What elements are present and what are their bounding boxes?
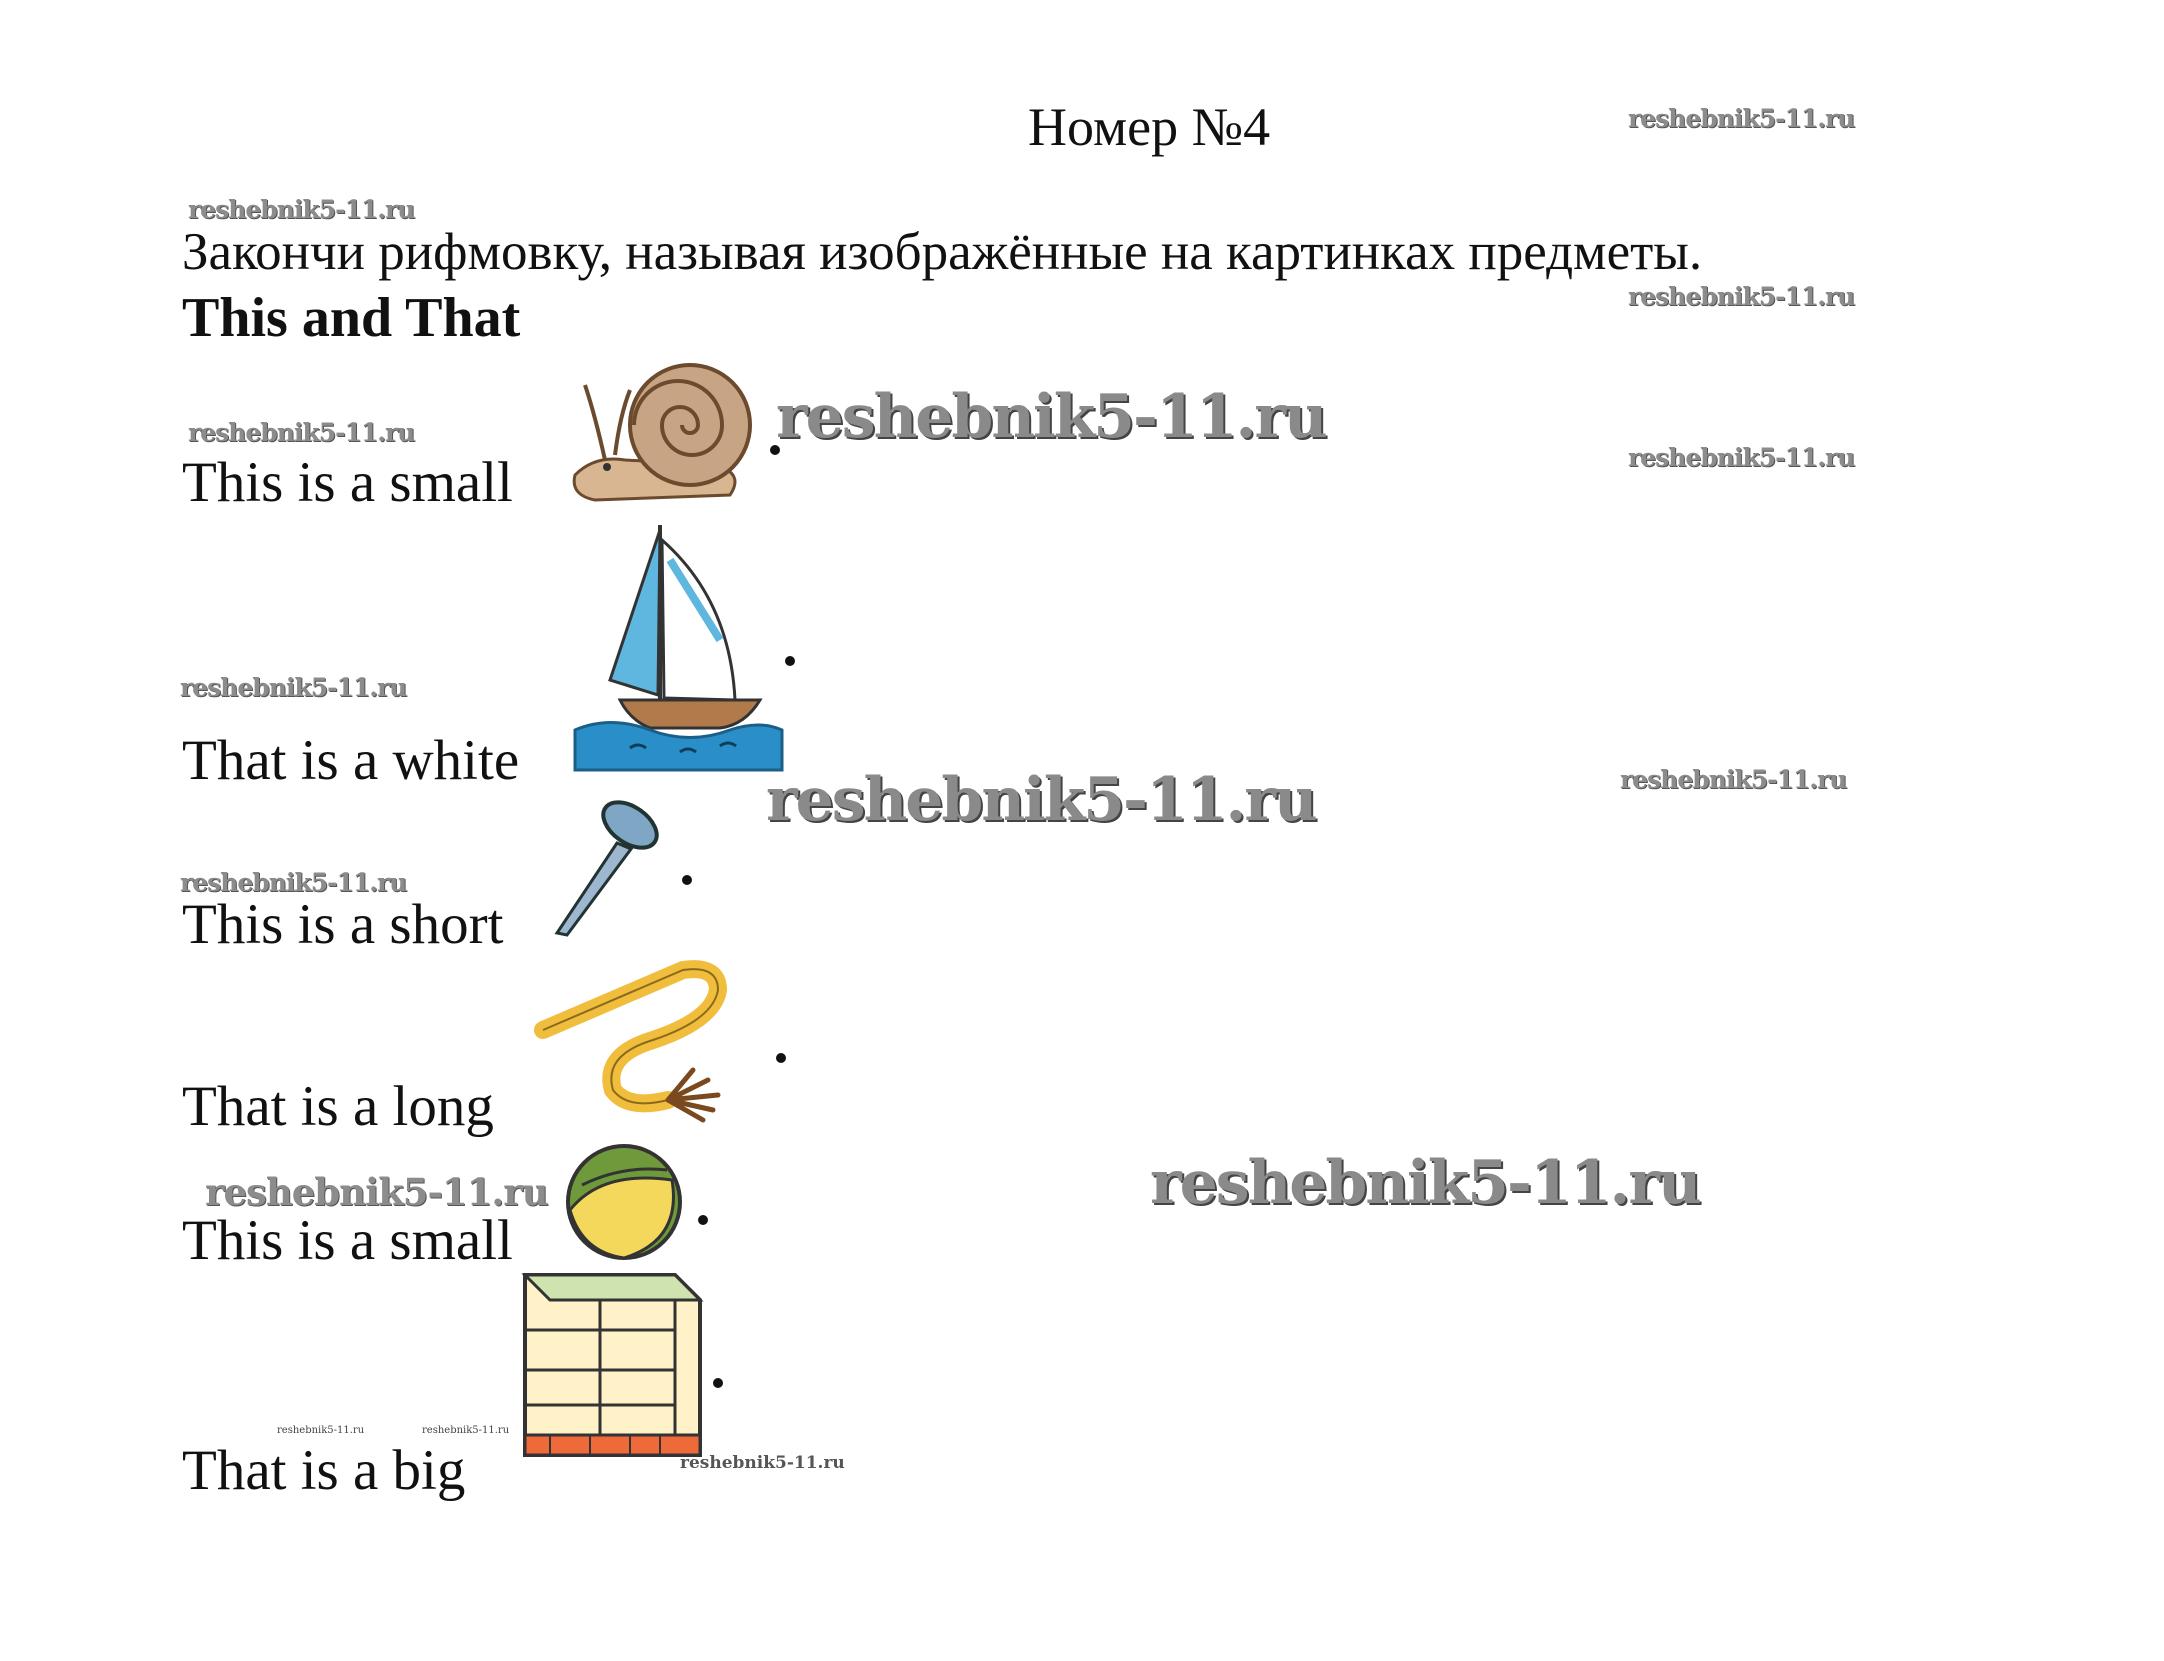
watermark: reshebnik5-11.ru [188, 195, 415, 224]
rhyme-line-1: This is a small [182, 451, 513, 514]
sailboat-icon [570, 520, 785, 775]
dot [785, 656, 795, 666]
watermark: reshebnik5-11.ru [766, 765, 1316, 835]
watermark: reshebnik5-11.ru [1620, 765, 1847, 794]
rhyme-line-3: This is a short [182, 893, 504, 956]
watermark: reshebnik5-11.ru [180, 673, 407, 702]
dot [682, 875, 692, 885]
rhyme-line-6: That is a big [182, 1439, 466, 1502]
instruction-text: Закончи рифмовку, называя изображённые на картинках предметы. [182, 223, 1703, 281]
watermark: reshebnik5-11.ru [1150, 1148, 1700, 1218]
watermark: reshebnik5-11.ru [1628, 104, 1855, 133]
watermark: reshebnik5-11.ru [680, 1453, 845, 1473]
rhyme-line-5: This is a small [182, 1209, 513, 1272]
dot [713, 1378, 723, 1388]
rhyme-line-4: That is a long [182, 1075, 494, 1138]
house-icon [510, 1270, 705, 1470]
ball-icon [562, 1140, 687, 1265]
watermark: reshebnik5-11.ru [776, 382, 1326, 452]
page-title: Номер №4 [1028, 97, 1271, 157]
rhyme-line-2: That is a white [182, 729, 520, 792]
rhyme-title: This and That [182, 287, 521, 349]
watermark: reshebnik5-11.ru [1628, 282, 1855, 311]
snail-icon [565, 355, 775, 505]
watermark: reshebnik5-11.ru [205, 1170, 548, 1214]
watermark: reshebnik5-11.ru [1628, 443, 1855, 472]
rope-tail-icon [533, 960, 768, 1125]
nail-icon [545, 795, 675, 940]
dot [698, 1215, 708, 1225]
watermark: reshebnik5-11.ru [277, 1425, 365, 1436]
watermark: reshebnik5-11.ru [180, 868, 407, 897]
watermark: reshebnik5-11.ru [422, 1425, 510, 1436]
dot [776, 1053, 786, 1063]
watermark: reshebnik5-11.ru [188, 418, 415, 447]
